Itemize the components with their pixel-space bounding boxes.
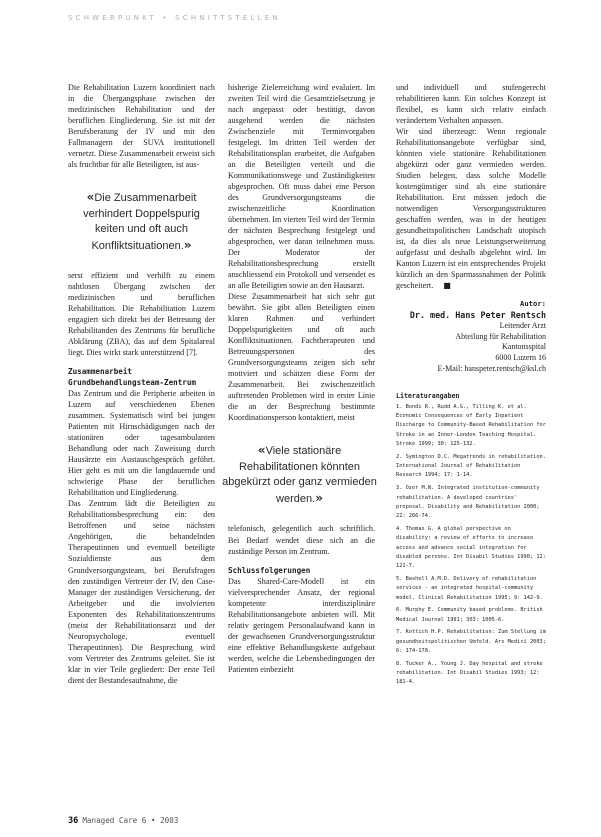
pull-quote-text: Die Zusammenarbeit verhindert Doppelspurig keiten und oft auch Konfliktsituationen. [83, 192, 200, 252]
author-title: Leitender Arzt [499, 320, 546, 330]
open-quote-glyph: « [86, 190, 95, 205]
section-heading: Zusammenarbeit Grundbehandlungsteam-Zentrum [68, 367, 197, 388]
author-name: Dr. med. Hans Peter Rentsch [409, 310, 546, 321]
reference-item: 3. Ozer M.N. Integrated institution-community rehabilitation. A developed countries' proposal. Disability and Rehabilitation 2000; 22: 266-74. [396, 485, 540, 520]
reference-item: 4. Thomas G. A global perspective on disability: a review of efforts to increase access and advance social integration for disabled persons. Int Disabil Studies 1990; 12: 121-7. [396, 525, 546, 570]
author-block [396, 299, 546, 375]
page-number: 36 [68, 816, 79, 826]
section-heading: Schlussfolgerungen [228, 565, 311, 575]
reference-item: 1. Bondi R., Rudd A.G., Tilling K. et al. Economic Consequences of Early Inpatient Discharge to Community-Based Rehabilitation for Stroke in an Inner-London Teaching Hospital. Stroke 1999; 30: 125-132. [396, 403, 546, 448]
paragraph: Das Zentrum lädt die Beteiligten zu Rehabilitationsbesprechung ein: den Betroffenen und seine nächsten Angehörigen, die behandelnden Therapeutinnen und eventuell beteiligte Sozialdienste aus dem Grundversorgungsteam, bei Berufsfragen den zuständigen Vertreter der IV, den Case-Manager der zuständigen Versicherung, der Arbeitgeber und die involvierten Exponenten des Rehabilitationszentrums (meist der Rehabilitationsarzt und der Neuropsychologe, eventuell Therapeutinnen). Die Besprechung wird vom Vertreter des Zentrums geleitet. Sie ist klar in vier Teile gegliedert: Der erste Teil dient der Bestandesaufnahme, die [68, 499, 215, 685]
reference-item: 6. Murphy E. Community based problems. British Medical Journal 1991; 303: 1005-6. [396, 607, 543, 623]
references-list [396, 403, 546, 688]
reference-item: 5. Bashell A.M.D. Delivery of rehabilitation services - an integrated hospital-community model. Clinical Rehabilitation 1995; 9: 142-9. [396, 575, 543, 601]
paragraph: telefonisch, gelegentlich auch schriftlich. Bei Bedarf wendet diese sich an die zuständige Person im Zentrum. [228, 524, 375, 556]
end-of-article-mark: ■ [443, 281, 451, 291]
paragraph: Die Rehabilitation Luzern koordiniert nach in die Übergangsphase zwischen der medizinischen Rehabilitation und der beruflichen Eingliederung. Sie ist mit der Berufsberatung der IV und mit den Fallmanagern der SUVA institutionell vernetzt. Diese Zusammenarbeit erweist sich als fruchtbar für alle Beteiligten, ist aus- [68, 83, 215, 170]
text-column-3 [396, 82, 546, 691]
author-institution: Kantonsspital [502, 342, 546, 352]
paragraph: serst effizient und verhilft zu einem nahtlosen Übergang zwischen der medizinischen und beruflichen Rehabilitation. Die Rehabilitation Luzern engagiert sich direkt bei der Betreuung der Rehabilitanden des Zentrums für berufliche Abklärung (ZBA), das auf dem Spitalareal liegt. Dies wirkt stark unterstützend [7]. [68, 271, 215, 358]
paragraph: Das Zentrum und die Peripherie arbeiten in Luzern auf verschiedenen Ebenen zusammen. Systematisch wird bei jungen Patienten mit Hirnschädigungen nach der stationären oder tagesambulanten Behandlung oder nach Zuweisung durch Hausärzte ein Austauschgespräch geführt. Hier geht es mit um die langdauernde und schwierige Phase der beruflichen Rehabilitation und Eingliederung. [68, 389, 215, 498]
author-role: Autor: [520, 299, 546, 309]
pull-quote-text: Viele stationäre Rehabilitationen könnten abgekürzt oder ganz vermieden werden. [222, 445, 377, 505]
references-heading: Literaturangaben [396, 391, 460, 400]
close-quote-glyph: » [183, 237, 192, 252]
paragraph: bisherige Zielerreichung wird evaluiert. Im zweiten Teil wird die Gesamtzielsetzung je nach angepasst oder bestätigt, davon ausgehend werden die nächsten Zwischenziele mit Terminvorgaben festgelegt. Im dritten Teil werden der Rehabilitationsplan erarbeitet, die Aufgaben an die Beteiligten verteilt und die Kommunikationswege und Zuständigkeiten abgesprochen. Oft muss dabei eine Person des Grundversorgungsteams die zwischenzeitliche Koordination übernehmen. Im vierten Teil wird der Termin der nächsten Besprechung festgelegt und abgesprochen, wer daran teilnehmen muss. Der Moderator der Rehabilitationsbesprechung erstellt anschliessend ein Protokoll und versendet es an alle Beteiligten sowie an den Hausarzt. [228, 83, 375, 291]
close-quote-glyph: » [315, 490, 323, 505]
paragraph-text: Wir sind überzeugt: Wenn regionale Rehabilitationsangebote verfügbar sind, könnten viele stationäre Rehabilitationen abgekürzt oder ganz vermieden werden. Studien belegen, dass solche Modelle kostengünstiger sind als eine stationäre Rehabilitation. Erst müssen jedoch die notwendigen Versorgungsstrukturen geschaffen werden, was in der heutigen gesundheitspolitischen Landschaft utopisch ist, da dies als neue Leistungserweiterung aufgefasst und deshalb abgelehnt wird. Im Kanton Luzern ist ein entsprechendes Projekt kürzlich an den Sparmassnahmen der Politik gescheitert. [396, 127, 546, 291]
text-column-1 [68, 82, 215, 686]
pull-quote [220, 443, 379, 507]
reference-item: 7. Kottich H.P. Rehabilitation: Zum Stellung im gesundheitspolitischen Umfeld. Ars Medici 2003; 6: 174-178. [396, 629, 546, 654]
author-department: Abteilung für Rehabilitation [455, 331, 546, 341]
text-column-2 [222, 82, 377, 675]
page-footer [68, 816, 178, 826]
pull-quote [72, 190, 211, 254]
paragraph: Das Shared-Care-Modell ist ein vielversprechender Ansatz, der regional kompetente interdisziplinäre Rehabilitationsangebote anbieten will. Mit relativ geringem Personalaufwand kann in der gewachsenen Grundversorgungsstruktur eine effektive Behandlungskette aufgebaut werden, welche die Lebensbedingungen der Patienten einbezieht [228, 576, 375, 674]
paragraph: Diese Zusammenarbeit hat sich sehr gut bewährt. Sie gibt allen Beteiligten einen klaren Rahmen und verhindert Doppelspurigkeiten und oft auch Konfliktsituationen. Fachtherapeuten und Betreuungspersonen des Grundversorgungsteams zeigen sich sehr motiviert und schätzen diese Form der Zusammenarbeit. Bei zwischenzeitlich auftretenden Problemen wird in erster Linie die an der Besprechung bestimmte Koordinationsperson kontaktiert, meist [228, 292, 375, 423]
paragraph [396, 126, 546, 291]
journal-issue: Managed Care 6 • 2003 [82, 816, 179, 825]
author-email[interactable]: E-Mail: hanspeter.rentsch@ksl.ch [437, 364, 546, 374]
reference-item: 2. Symington D.C. Megatrends in rehabilitation. International Journal of Rehabilitation Research 1994; 17: 1-14. [396, 453, 546, 479]
reference-item: 8. Tucker A., Young J. Day hospital and stroke rehabilitation. Int Disabil Studies 1993; 12: 181-4. [396, 660, 543, 686]
running-head: SCHWERPUNKT • SCHNITTSTELLEN [68, 14, 281, 22]
paragraph: und individuell und stufengerecht rehabilitieren kann. Ein solches Konzept ist flexibel, es kann sich relativ einfach verändertem Verhalten anpassen. [396, 83, 546, 126]
author-city: 6000 Luzern 16 [495, 353, 546, 363]
open-quote-glyph: « [257, 443, 266, 458]
